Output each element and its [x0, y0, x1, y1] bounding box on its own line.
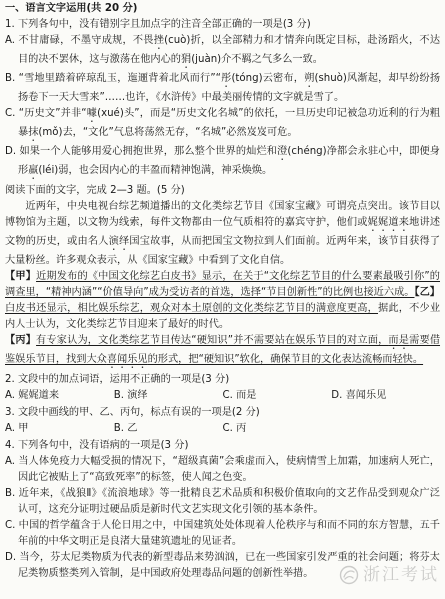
passage-paragraph-jia-yi: [5, 269, 440, 333]
text-run: (tóng)云密布，: [231, 73, 305, 84]
passage-paragraph-bing: [5, 333, 440, 371]
question-4-option-a: A. 当人体免疫力大幅受损的情况下，“超级真菌”会乘虚而入，使病情雪上加霜，加速病人死亡，因此它被贴上了“高致死率”的标签，使人闻之色变。: [5, 456, 440, 483]
text-run: A. 不甘庸碌，不墨守成规，不畏: [5, 35, 154, 46]
question-3-option-b: B. 乙: [113, 423, 138, 434]
question-3-option-c: C. 丙: [222, 423, 247, 434]
dotted-word: 娓娓道来: [367, 217, 410, 228]
underlined-sentence: 白皮书还显示，相比娱乐综艺，观众对本土原创的文化类综艺节目的满意度更高，: [5, 303, 379, 314]
text-run: (xué)头”，而是“历史文化名城”的依托，一旦历史印记被急功近利的行为粗暴: [18, 108, 440, 138]
dotted-word: 演绎: [108, 236, 130, 247]
text-run: B. “雪地里踏着碎琼乱玉，迤逦背着北风而行”“: [5, 73, 221, 84]
text-run: C. “历史文”并非“: [5, 108, 87, 119]
dotted-word: 狷: [181, 54, 192, 65]
question-1: [5, 17, 440, 182]
sentence-label: 【丙】: [5, 335, 37, 346]
text-run: (mǒ)去，“文化”气息将荡然无存，“名城”必然岌岌可危。: [38, 127, 298, 138]
question-1-option-b: [5, 71, 440, 106]
question-3-stem: 3. 文段中画线的甲、乙、丙句，标点有误的一项是(2 分): [5, 407, 260, 418]
question-2-options: [5, 388, 440, 404]
sentence-label: 【甲】: [5, 271, 37, 282]
question-3-option-a: A. 甲: [5, 423, 29, 434]
question-2-option-d: D. 喜闻乐见: [331, 390, 387, 401]
question-2-option-b: B. 演绎: [113, 390, 148, 401]
question-4-option-d: D. 当今，芬太尼类物质为代表的新型毒品来势汹汹，已在一些国家引发严重的社会问题；将芬太尼类物质整类列入管制，是中国政府处理毒品问题的创新性举措。: [5, 552, 440, 579]
underlined-sentence: 近期发布的《中国文化综艺白皮书》显示，在关于“文化综艺节目的什么要素最吸引你”的调查里，“精神内涵”“价值导向”成为受访者的首选，选择“节目创新性”的比例也接近六成。: [5, 271, 440, 298]
question-4-option-c: C. 中国的哲学蕴含于人伦日用之中，中国建筑处处体现着人伦秩序与和而不同的东方智慧，五千年前的中华文明正是良渚大量建筑遗址的见证者。: [5, 520, 440, 547]
question-4-option-b: B. 近年来，《战狼Ⅱ》《流浪地球》等一批精良艺术品质和积极价值取向的文艺作品受到观众广泛认可，这充分证明过硬品质是新时代文艺实现文化引领的基本条件。: [5, 488, 440, 515]
question-1-option-a: [5, 33, 440, 71]
question-3: [5, 405, 440, 437]
dotted-word: 澄: [277, 146, 288, 157]
question-2: [5, 372, 440, 404]
question-1-option-c: [5, 106, 440, 144]
text-run: 近两年，中央电视台综艺频道播出的文化类综艺节目《国家宝藏》可谓亮点突出。该节目以博物馆为主题，以文物为线索，每件文物都由一位气质相符的嘉宾守护，他们或: [5, 201, 440, 228]
dotted-word: 羸: [28, 165, 39, 176]
underlined-dotted-word: 喜闻乐见: [106, 354, 148, 365]
underlined-sentence: 需要借鉴娱乐节目，找到大众: [5, 335, 441, 365]
dotted-word: 朔: [304, 73, 315, 84]
text-run: D. 如果一个人能够用爱心拥抱世界，那么整个世界的灿烂和: [5, 146, 278, 157]
text-run: 国宝故事，从而把国宝文物拉到人们面前。近两年来，该节目获得了大量粉丝。许多观众表示，从《国家宝藏》中看到了文化自信。: [5, 236, 441, 266]
question-2-option-a: A. 娓娓道来: [5, 390, 60, 401]
dotted-word: 彤: [220, 73, 232, 84]
text-run: (chéng)净都会永驻心中，即便身形: [18, 146, 440, 176]
passage-instruction: 阅读下面的文字，完成 2—3 题。(5 分): [5, 185, 185, 196]
watermark-text: 浙江考试: [363, 565, 439, 585]
text-run: 据此，不少业内人士认为，文化类综艺节目迎来了最好的时代。: [5, 303, 441, 330]
question-4: [5, 438, 440, 582]
dotted-word: 挫: [153, 35, 165, 46]
question-2-option-c: C. 而是: [222, 390, 257, 401]
reading-passage: [5, 183, 440, 371]
sentence-label: 【乙】: [414, 287, 440, 298]
underlined-sentence: 有专家认为，文化类综艺节目传达“硬知识”并不需要站在娱乐节目的对立面，: [36, 335, 389, 346]
question-3-options: [5, 421, 440, 437]
section-title: 一、语言文字运用(共 20 分): [5, 3, 138, 14]
question-1-stem: 1. 下列各句中，没有错别字且加点字的注音全部正确的一项是(3 分): [5, 19, 311, 30]
underlined-dotted-word: 而是: [388, 335, 410, 346]
text-run: (juàn)介不羁之气多么一致。: [191, 54, 323, 65]
text-run: 地讲述文物的历史，或由名人: [5, 217, 441, 247]
exam-page: [5, 1, 440, 582]
underlined-sentence: 的形式，把“硬知识”软化，确保节目的文化表达流畅而轻快。: [147, 354, 424, 365]
text-run: (shuò)风渐起，却早纷纷扬扬卷下一天大雪来”……也许，《水浒传》中最美丽传情的文字就是雪了。: [18, 73, 441, 103]
passage-paragraph-1: [5, 199, 440, 269]
question-4-stem: 4. 下列各句中，没有语病的一项是(3 分): [5, 440, 189, 451]
text-run: (léi)弱，也会因内心的丰盈而精神饱满，神采焕焕。: [38, 165, 273, 176]
question-1-option-d: [5, 144, 440, 182]
dotted-word: 噱: [86, 108, 98, 119]
text-run: (cuò)折，以全部精力和才情奔向既定目标，赴汤蹈火，不达目的决不罢休，这与激荡在他内心的: [18, 35, 441, 65]
dotted-word: 抹: [28, 127, 39, 138]
question-2-stem: 2. 文段中的加点词语，运用不正确的一项是(3 分): [5, 374, 230, 385]
